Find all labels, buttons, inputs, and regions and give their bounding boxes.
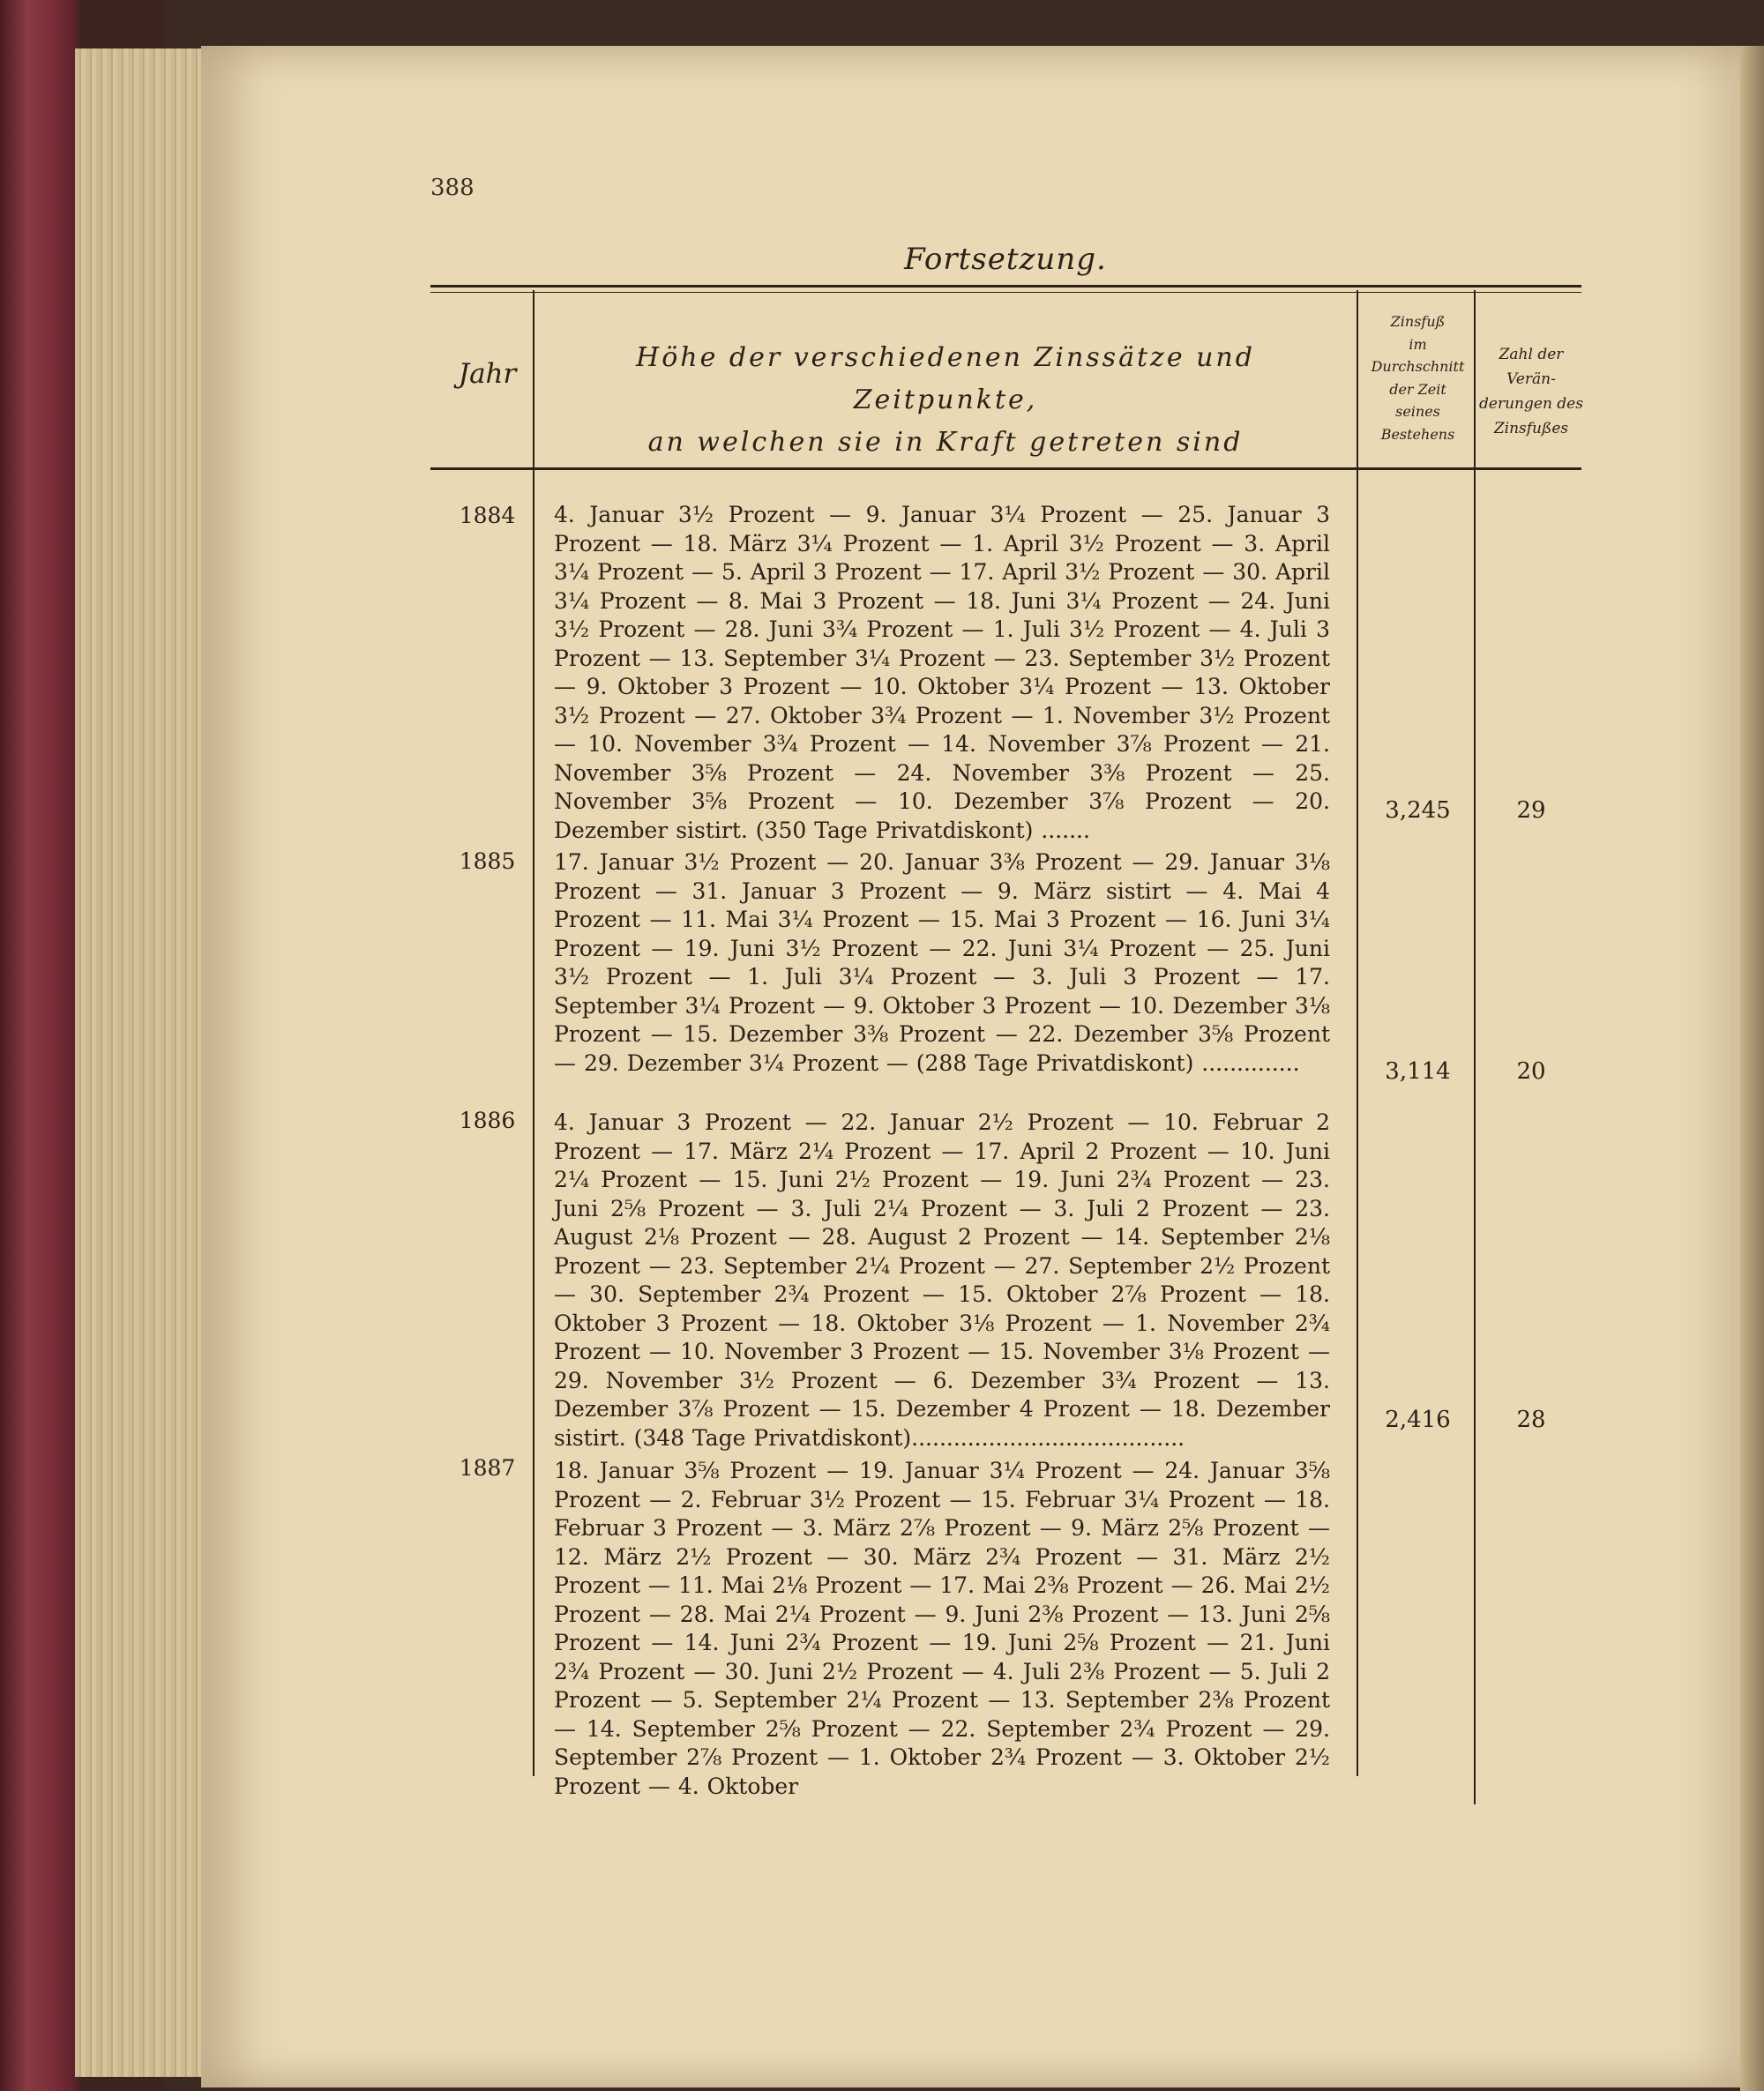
page-edges (75, 49, 207, 2077)
header-avg-line6: Bestehens (1380, 425, 1455, 443)
header-count-line1: Zahl der (1499, 346, 1564, 363)
column-divider-1 (533, 290, 534, 1776)
column-divider-3 (1474, 290, 1476, 1804)
column-divider-2 (1357, 290, 1358, 1776)
header-year: Jahr (458, 358, 517, 390)
row-1885-average: 3,114 (1385, 1058, 1451, 1085)
table-top-rule-thin (430, 292, 1581, 293)
page-number: 388 (430, 175, 475, 201)
table-top-rule (430, 285, 1581, 288)
header-avg-line2: im (1409, 335, 1427, 353)
row-1884-average: 3,245 (1385, 797, 1451, 824)
row-1885-changes: 20 (1516, 1058, 1546, 1085)
header-avg-line4: der Zeit (1389, 380, 1446, 398)
header-count-line2: Verän- (1506, 370, 1556, 389)
row-1886-year: 1886 (459, 1108, 516, 1133)
row-1884-year: 1884 (459, 503, 516, 528)
row-1885-year: 1885 (459, 848, 516, 874)
row-1884-rates: 4. Januar 3½ Prozent — 9. Januar 3¼ Prozent — 25. Januar 3 Prozent — 18. März 3¼ Prozent — 1. April 3½ Prozent — 3. April 3¼ Prozent — 5. April 3 Prozent — 17. April 3½ Prozent — 30. April 3¼ Prozent — 8. Mai 3 Prozent — 18. Juni 3¼ Prozent — 24. Juni 3½ Prozent — 28. Juni 3¾ Prozent — 1. Juli 3½ Prozent — 4. Juli 3 Prozent — 13. September 3¼ Prozent — 23. September 3½ Prozent — 9. Oktober 3 Prozent — 10. Oktober 3¼ Prozent — 13. Oktober 3½ Prozent — 27. Oktober 3¾ Prozent — 1. November 3½ Prozent — 10. November 3¾ Prozent — 14. November 3⅞ Prozent — 21. November 3⅝ Prozent — 24. November 3⅜ Prozent — 25. November 3⅝ Prozent — 10. Dezember 3⅞ Prozent — 20. Dezember sistirt. (350 Tage Privatdiskont) ....... (554, 502, 1330, 843)
header-average-rate (1363, 310, 1473, 446)
header-avg-line5: seines (1395, 403, 1440, 421)
row-1887-year: 1887 (459, 1455, 516, 1481)
header-rates (540, 337, 1351, 464)
header-change-count (1477, 342, 1585, 441)
header-rates-line2: an welchen sie in Kraft getreten sind (647, 427, 1244, 458)
row-1885-rates: 17. Januar 3½ Prozent — 20. Januar 3⅜ Prozent — 29. Januar 3⅛ Prozent — 31. Januar 3 Prozent — 9. März sistirt — 4. Mai 4 Prozent — 11. Mai 3¼ Prozent — 15. Mai 3 Prozent — 16. Juni 3¼ Prozent — 19. Juni 3½ Prozent — 22. Juni 3¼ Prozent — 25. Juni 3½ Prozent — 1. Juli 3¼ Prozent — 3. Juli 3 Prozent — 17. September 3¼ Prozent — 9. Oktober 3 Prozent — 10. Dezember 3⅛ Prozent — 15. Dezember 3⅜ Prozent — 22. Dezember 3⅝ Prozent — 29. Dezember 3¼ Prozent — (288 Tage Privatdiskont) .............. (554, 849, 1330, 1076)
header-count-line3: derungen des (1479, 395, 1583, 414)
page-heading: Fortsetzung. (904, 242, 1107, 277)
header-avg-line1: Zinsfuß (1390, 313, 1446, 330)
header-rates-line1: Höhe der verschiedenen Zinssätze und Zeitpunkte, (636, 342, 1255, 415)
row-1886-rates: 4. Januar 3 Prozent — 22. Januar 2½ Prozent — 10. Februar 2 Prozent — 17. März 2¼ Prozent — 17. April 2 Prozent — 10. Juni 2¼ Prozent — 15. Juni 2½ Prozent — 19. Juni 2¾ Prozent — 23. Juni 2⅝ Prozent — 3. Juli 2¼ Prozent — 3. Juli 2 Prozent — 23. August 2⅛ Prozent — 28. August 2 Prozent — 14. September 2⅛ Prozent — 23. September 2¼ Prozent — 27. September 2½ Prozent — 30. September 2¾ Prozent — 15. Oktober 2⅞ Prozent — 18. Oktober 3 Prozent — 18. Oktober 3⅛ Prozent — 1. November 2¾ Prozent — 10. November 3 Prozent — 15. November 3⅛ Prozent — 29. November 3½ Prozent — 6. Dezember 3¾ Prozent — 13. Dezember 3⅞ Prozent — 15. Dezember 4 Prozent — 18. Dezember sistirt. (348 Tage Privatdiskont)....................................... (554, 1109, 1330, 1451)
row-1886-changes: 28 (1516, 1407, 1546, 1433)
row-1886-average: 2,416 (1385, 1407, 1451, 1433)
row-1884-changes: 29 (1516, 797, 1546, 824)
header-count-line4: Zinsfußes (1493, 420, 1569, 438)
header-avg-line3: Durchschnitt (1371, 358, 1465, 376)
header-bottom-rule (430, 467, 1581, 470)
row-1887-rates: 18. Januar 3⅝ Prozent — 19. Januar 3¼ Prozent — 24. Januar 3⅝ Prozent — 2. Februar 3½ Prozent — 15. Februar 3¼ Prozent — 18. Februar 3 Prozent — 3. März 2⅞ Prozent — 9. März 2⅝ Prozent — 12. März 2½ Prozent — 30. März 2¾ Prozent — 31. März 2½ Prozent — 11. Mai 2⅛ Prozent — 17. Mai 2⅜ Prozent — 26. Mai 2½ Prozent — 28. Mai 2¼ Prozent — 9. Juni 2⅜ Prozent — 13. Juni 2⅝ Prozent — 14. Juni 2¾ Prozent — 19. Juni 2⅝ Prozent — 21. Juni 2¾ Prozent — 30. Juni 2½ Prozent — 4. Juli 2⅜ Prozent — 5. Juli 2 Prozent — 5. September 2¼ Prozent — 13. September 2⅜ Prozent — 14. September 2⅝ Prozent — 22. September 2¾ Prozent — 29. September 2⅞ Prozent — 1. Oktober 2¾ Prozent — 3. Oktober 2½ Prozent — 4. Oktober (554, 1458, 1330, 1799)
facing-page-edge (1740, 46, 1764, 2091)
